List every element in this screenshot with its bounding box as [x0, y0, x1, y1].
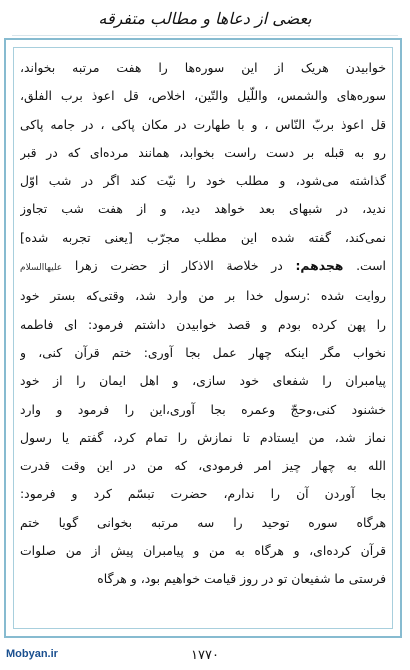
text-line: نماز شد، من ایستادم تا نمازش را تمام کرد، گفتم یا رسول: [20, 429, 386, 445]
text-line: بجا آوردن آن را ندارم، حضرت تبسّم کرد و فرمود:: [20, 486, 386, 502]
text-line: الله به چهار چیز امر فرمودی، که من در این وقت قدرت: [20, 458, 386, 474]
page-number: ۱۷۷۰: [191, 648, 219, 663]
page-frame-inner: [13, 47, 393, 629]
text-line: نخواب مگر اینکه چهار عمل بجا آوری: ختم قرآن کنی، و: [20, 344, 386, 360]
text-line: خشنود کنی،وحجّ وعمره بجا آوری،این را فرمود و وارد: [20, 401, 386, 417]
section-heading-word: هجدهم:: [295, 258, 344, 274]
running-header: [0, 0, 410, 36]
salawat-glyph: علیهاالسلام: [20, 263, 63, 274]
text-line: را پهن کرده بودم و قصد خوابیدن داشتم فرمود: ای فاطمه: [20, 316, 386, 332]
text-line: قرآن کرده‌ای، و هرگاه به من و پیامبران پیش از من صلوات: [20, 543, 386, 559]
header-divider: [12, 35, 398, 36]
text-line: نمی‌کند، گفته شده این مطلب مجرّب [یعنی تجربه شده]: [20, 229, 386, 245]
body-text: [20, 54, 386, 622]
text-line-with-heading: [20, 252, 386, 282]
text-line: رو به قبله بر دست راست بخوابد، همانند مرده‌ای که در قبر: [20, 144, 386, 160]
text-line: فرستی ما شفیعان تو در روز قیامت خواهیم بود، و هرگاه: [97, 571, 386, 587]
page-frame: [4, 38, 402, 638]
header-title: بعضی از دعاها و مطالب متفرقه: [98, 8, 312, 28]
line-text: است. هجدهم: در خلاصة الاذکار از حضرت زهرا: [74, 258, 386, 274]
text-line: پیامبران را شفعای خود سازی، و اهل ایمان را از خود: [20, 373, 386, 389]
site-logo: Mobyan.ir: [6, 648, 58, 660]
text-line: قل اعوذ بربّ النّاس ، و با طهارت در مکان پاکی ، در جامه پاکی: [20, 116, 386, 132]
text-line: ندید، در شبهای بعد خواهد دید، و از هفت شب تجاوز: [20, 201, 386, 217]
text-line: هرگاه سوره توحید را سه مرتبه بخوانی گویا ختم: [20, 514, 386, 530]
text-line: خوابیدن هریک از این سوره‌ها را هفت مرتبه بخواند،: [20, 60, 386, 75]
text-line: سوره‌های والشمس، واللّیل والتّین، اخلاص، قل اعوذ برب الفلق،: [20, 88, 386, 104]
text-line: گذاشته می‌شود، و مطلب خود را نیّت کند اگر در شب اوّل: [20, 173, 386, 189]
text-line: روایت شده :رسول خدا بر من وارد شد، وقتی‌که بستر خود: [20, 288, 386, 304]
